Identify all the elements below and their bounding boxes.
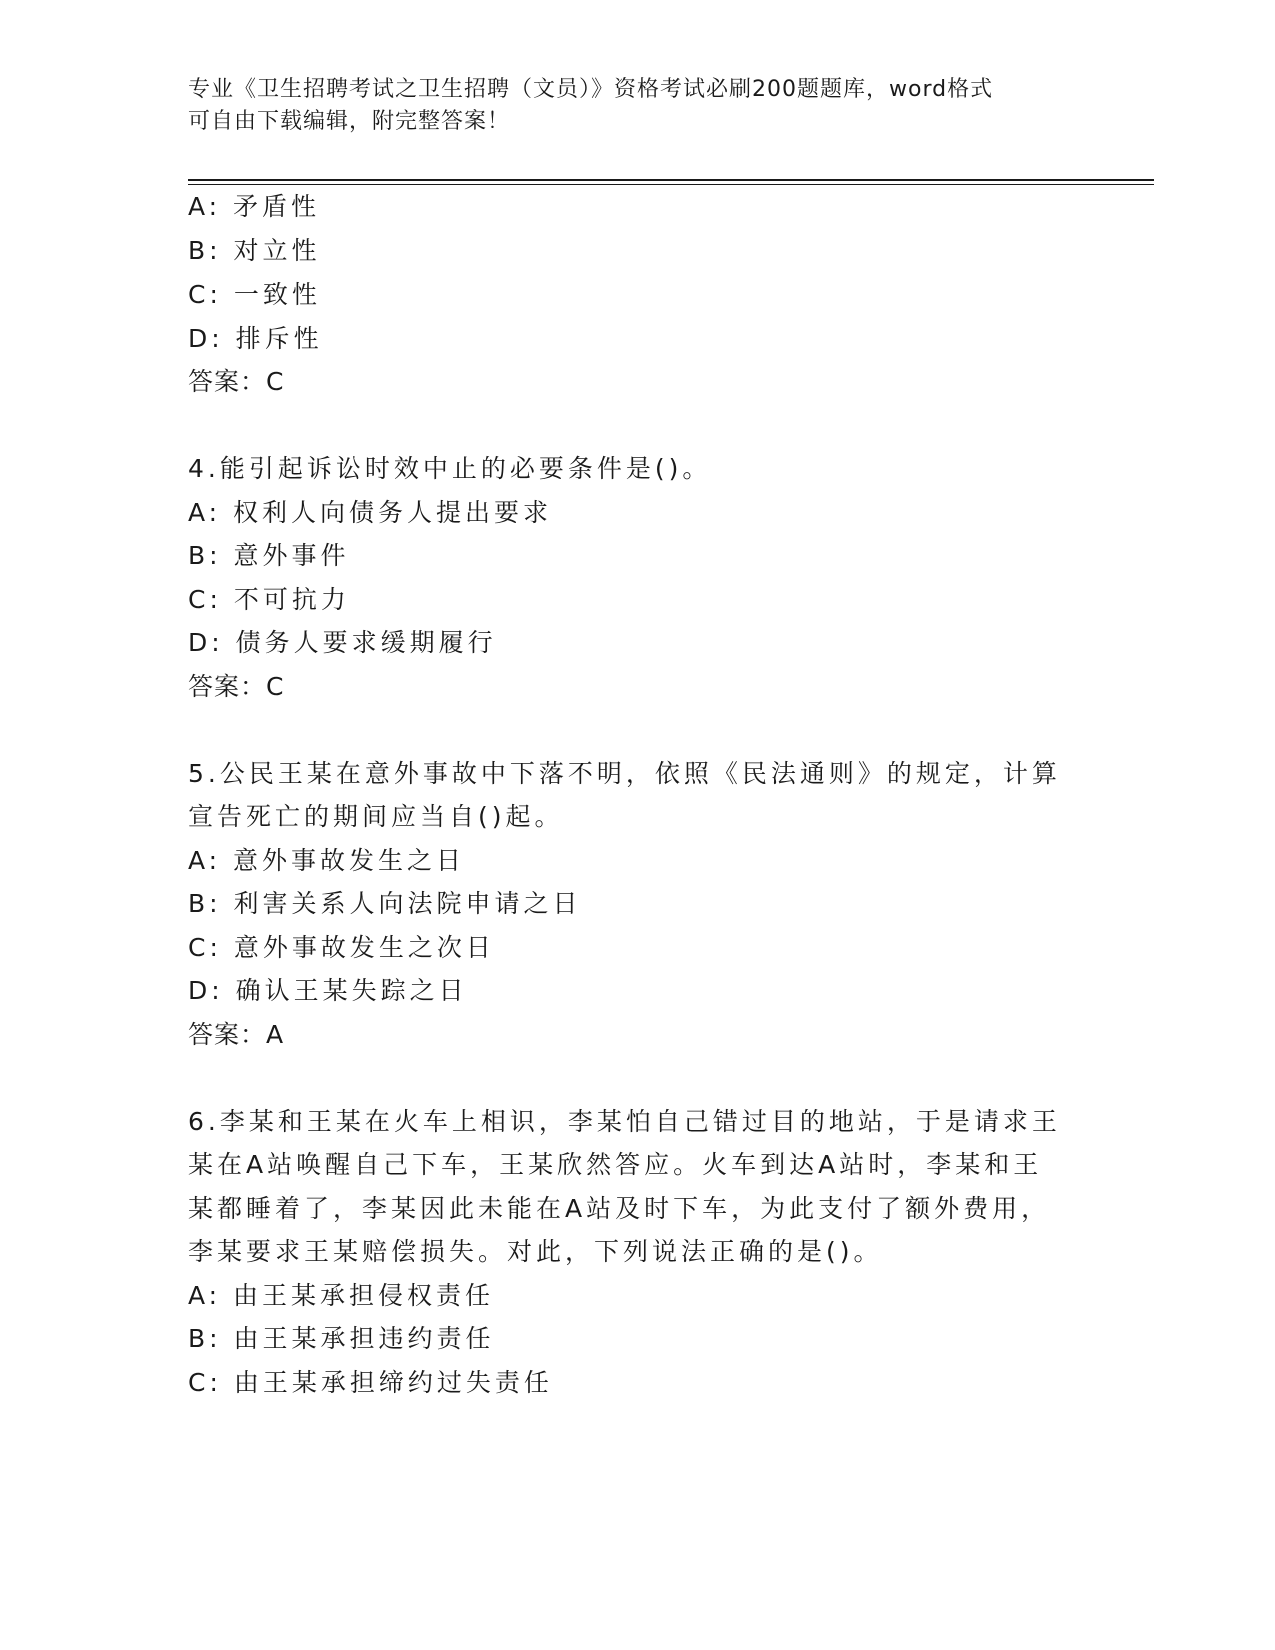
q5-option-d: D: 确认王某失踪之日 [188,976,468,1005]
q6-option-c: C: 由王某承担缔约过失责任 [188,1368,553,1397]
document-header [188,74,1088,138]
q5-option-c: C: 意外事故发生之次日 [188,933,495,962]
q4-option-c: C: 不可抗力 [188,585,350,614]
q3-answer: 答案：C [188,367,285,396]
q5-option-b: B: 利害关系人向法院申请之日 [188,889,582,918]
q6-option-a: A: 由王某承担侵权责任 [188,1281,495,1310]
q6-stem-line-2: 某在A站唤醒自己下车，王某欣然答应。火车到达A站时，李某和王 [188,1150,1043,1179]
q4-option-d: D: 债务人要求缓期履行 [188,628,497,657]
header-line-1: 专业《卫生招聘考试之卫生招聘（文员）》资格考试必刷200题题库，word格式 [188,77,994,102]
q3-option-a: A: 矛盾性 [188,192,321,221]
header-divider-thick [188,179,1154,181]
q5-stem-line-1: 5.公民王某在意外事故中下落不明，依照《民法通则》的规定，计算 [188,759,1061,788]
header-divider-thin [188,184,1154,185]
q4-answer: 答案：C [188,672,285,701]
q3-option-d: D: 排斥性 [188,324,323,353]
q5-answer: 答案：A [188,1020,285,1049]
q6-option-b: B: 由王某承担违约责任 [188,1324,495,1353]
q4-option-a: A: 权利人向债务人提出要求 [188,498,553,527]
q5-option-a: A: 意外事故发生之日 [188,846,466,875]
q6-stem-line-3: 某都睡着了，李某因此未能在A站及时下车，为此支付了额外费用， [188,1194,1051,1223]
q4-option-b: B: 意外事件 [188,541,350,570]
q3-option-b: B: 对立性 [188,236,321,265]
q4-stem: 4.能引起诉讼时效中止的必要条件是()。 [188,454,712,483]
q6-stem-line-4: 李某要求王某赔偿损失。对此，下列说法正确的是()。 [188,1237,883,1266]
q5-stem-line-2: 宣告死亡的期间应当自()起。 [188,802,564,831]
q6-stem-line-1: 6.李某和王某在火车上相识，李某怕自己错过目的地站，于是请求王 [188,1107,1061,1136]
header-line-2: 可自由下载编辑，附完整答案！ [188,109,511,134]
q3-option-c: C: 一致性 [188,280,321,309]
